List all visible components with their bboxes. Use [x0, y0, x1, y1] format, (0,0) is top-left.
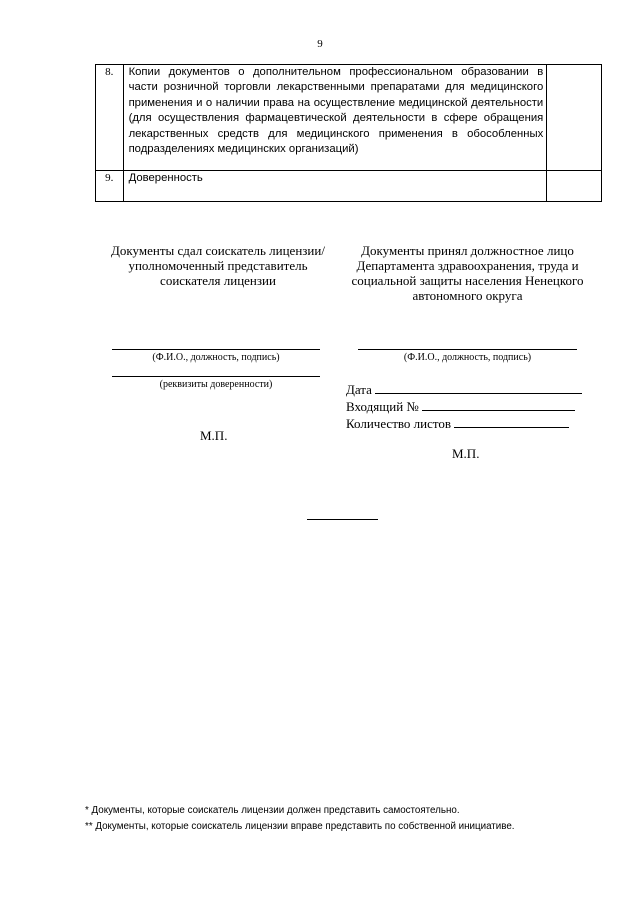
- incoming-number-blank: [422, 398, 575, 411]
- proxy-details-line: [112, 376, 320, 377]
- table-row: [96, 65, 602, 171]
- row-text: Доверенность: [123, 171, 547, 202]
- date-field: [346, 381, 582, 397]
- footnote: * Документы, которые соискатель лицензии должен представить самостоятельно.: [85, 805, 460, 816]
- receiver-signature-caption: (Ф.И.О., должность, подпись): [403, 352, 532, 363]
- submitter-signature-caption: (Ф.И.О., должность, подпись): [152, 352, 280, 363]
- receiver-heading: Документы принял должностное лицо Департамента здравоохранения, труда и социальной защиты населения Ненецкого автономного округа: [351, 243, 584, 303]
- proxy-details-caption: (реквизиты доверенности): [159, 379, 273, 390]
- sheet-count-label: Количество листов: [346, 416, 452, 431]
- receiver-stamp: М.П.: [452, 446, 480, 461]
- table-row: [96, 171, 602, 202]
- footnote: ** Документы, которые соискатель лицензии вправе представить по собственной инициативе.: [85, 821, 515, 832]
- incoming-number-field: [346, 398, 575, 414]
- page-number: 9: [317, 38, 323, 50]
- submitter-signature-line: [112, 349, 320, 350]
- incoming-number-label: Входящий №: [346, 399, 419, 414]
- row-number: 9.: [96, 171, 124, 202]
- row-mark: [547, 65, 602, 171]
- documents-table: [95, 64, 602, 202]
- receiver-signature-line: [358, 349, 577, 350]
- date-label: Дата: [346, 382, 372, 397]
- row-mark: [547, 171, 602, 202]
- row-number: 8.: [96, 65, 124, 171]
- submitter-stamp: М.П.: [200, 428, 228, 443]
- sheet-count-blank: [454, 415, 569, 428]
- sheet-count-field: [346, 415, 569, 431]
- date-blank: [375, 381, 582, 394]
- separator-line: [307, 519, 378, 520]
- row-text: Копии документов о дополнительном профессиональном образовании в части розничной торговли лекарственными препаратами для медицинского применения и о наличии права на осуществление медицинской деятельности (для осуществления фармацевтической деятельности в сфере обращения лекарственных средств для медицинского применения в обособленных подразделениях медицинских организаций): [123, 65, 547, 171]
- submitter-heading: Документы сдал соискатель лицензии/уполномоченный представитель соискателя лицензии: [111, 243, 325, 288]
